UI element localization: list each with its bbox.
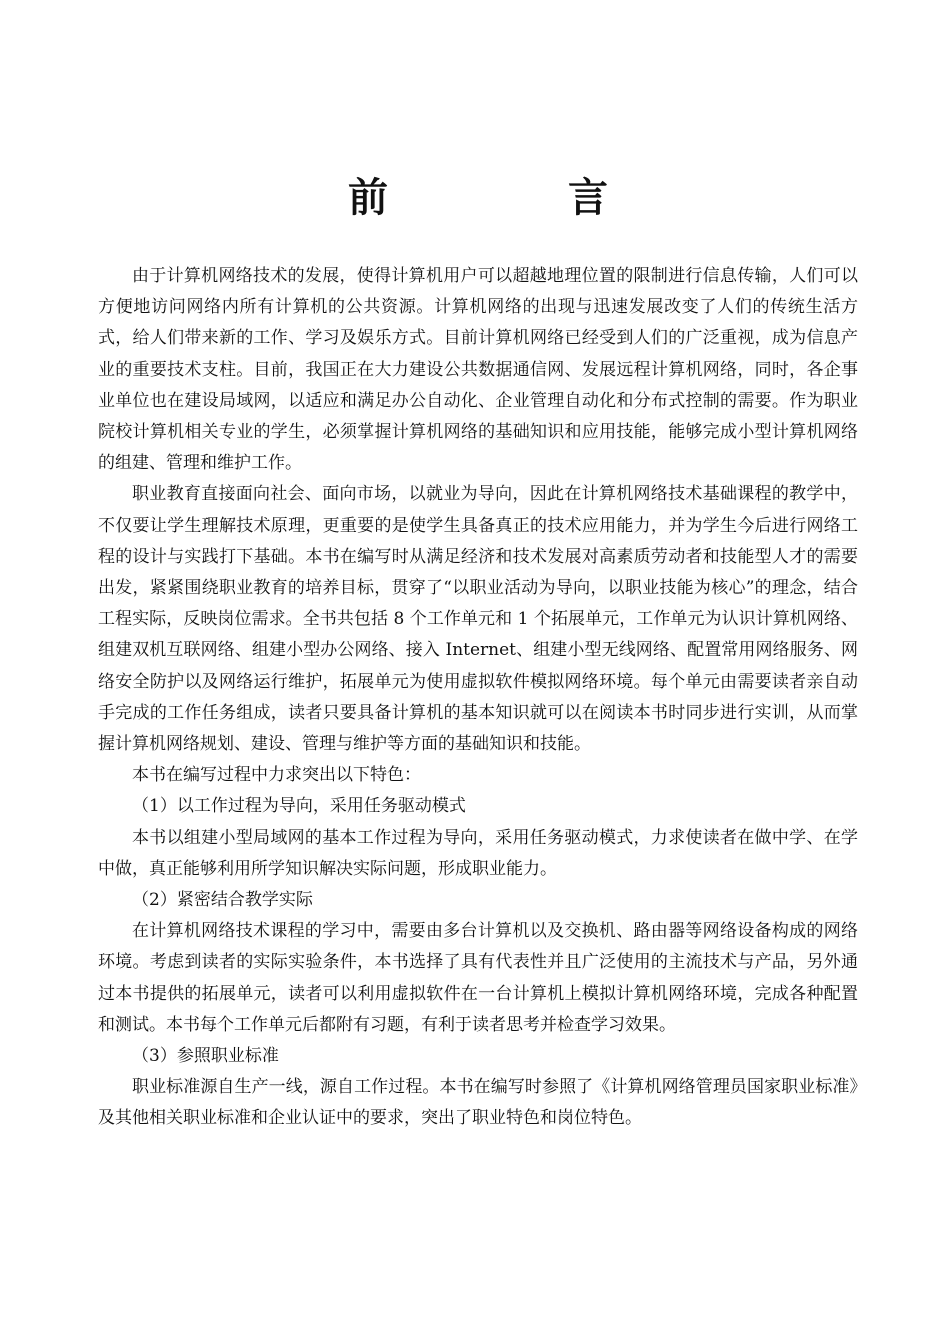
paragraph-education: 职业教育直接面向社会、面向市场，以就业为导向，因此在计算机网络技术基础课程的教学中，不仅要让学生理解技术原理，更重要的是使学生具备真正的技术应用能力，并为学生今后进行网络工程的设计与实践打下基础。本书在编写时从满足经济和技术发展对高素质劳动者和技能型人才的需要出发，紧紧围绕职业教育的培养目标，贯穿了“以职业活动为导向，以职业技能为核心”的理念，结合工程实际，反映岗位需求。全书共包括 8 个工作单元和 1 个拓展单元，工作单元为认识计算机网络、组建双机互联网络、组建小型办公网络、接入 Internet、组建小型无线网络、配置常用网络服务、网络安全防护以及网络运行维护，拓展单元为使用虚拟软件模拟网络环境。每个单元由需要读者亲自动手完成的工作任务组成，读者只要具备计算机的基本知识就可以在阅读本书时同步进行实训，从而掌握计算机网络规划、建设、管理与维护等方面的基础知识和技能。	[98, 484, 858, 755]
feature-text-1: 本书以组建小型局域网的基本工作过程为导向，采用任务驱动模式，力求使读者在做中学、在学中做，真正能够利用所学知识解决实际问题，形成职业能力。	[98, 827, 858, 879]
feature-heading-2: （2）紧密结合教学实际	[132, 890, 313, 911]
feature-heading-3: （3）参照职业标准	[132, 1046, 279, 1067]
feature-text-3: 职业标准源自生产一线，源自工作过程。本书在编写时参照了《计算机网络管理员国家职业标准》及其他相关职业标准和企业认证中的要求，突出了职业特色和岗位特色。	[98, 1077, 858, 1129]
feature-text-2: 在计算机网络技术课程的学习中，需要由多台计算机以及交换机、路由器等网络设备构成的网络环境。考虑到读者的实际实验条件，本书选择了具有代表性并且广泛使用的主流技术与产品，另外通过本书提供的拓展单元，读者可以利用虚拟软件在一台计算机上模拟计算机网络环境，完成各种配置和测试。本书每个工作单元后都附有习题，有利于读者思考并检查学习效果。	[98, 921, 858, 1035]
feature-heading-1: （1）以工作过程为导向，采用任务驱动模式	[132, 796, 466, 817]
document-body	[98, 261, 858, 1135]
paragraph-intro: 由于计算机网络技术的发展，使得计算机用户可以超越地理位置的限制进行信息传输，人们可以方便地访问网络内所有计算机的公共资源。计算机网络的出现与迅速发展改变了人们的传统生活方式，给人们带来新的工作、学习及娱乐方式。目前计算机网络已经受到人们的广泛重视，成为信息产业的重要技术支柱。目前，我国正在大力建设公共数据通信网、发展远程计算机网络，同时，各企事业单位也在建设局域网，以适应和满足办公自动化、企业管理自动化和分布式控制的需要。作为职业院校计算机相关专业的学生，必须掌握计算机网络的基础知识和应用技能，能够完成小型计算机网络的组建、管理和维护工作。	[98, 266, 858, 474]
page-title: 前 言	[348, 174, 678, 221]
paragraph-features-intro: 本书在编写过程中力求突出以下特色：	[132, 765, 421, 786]
